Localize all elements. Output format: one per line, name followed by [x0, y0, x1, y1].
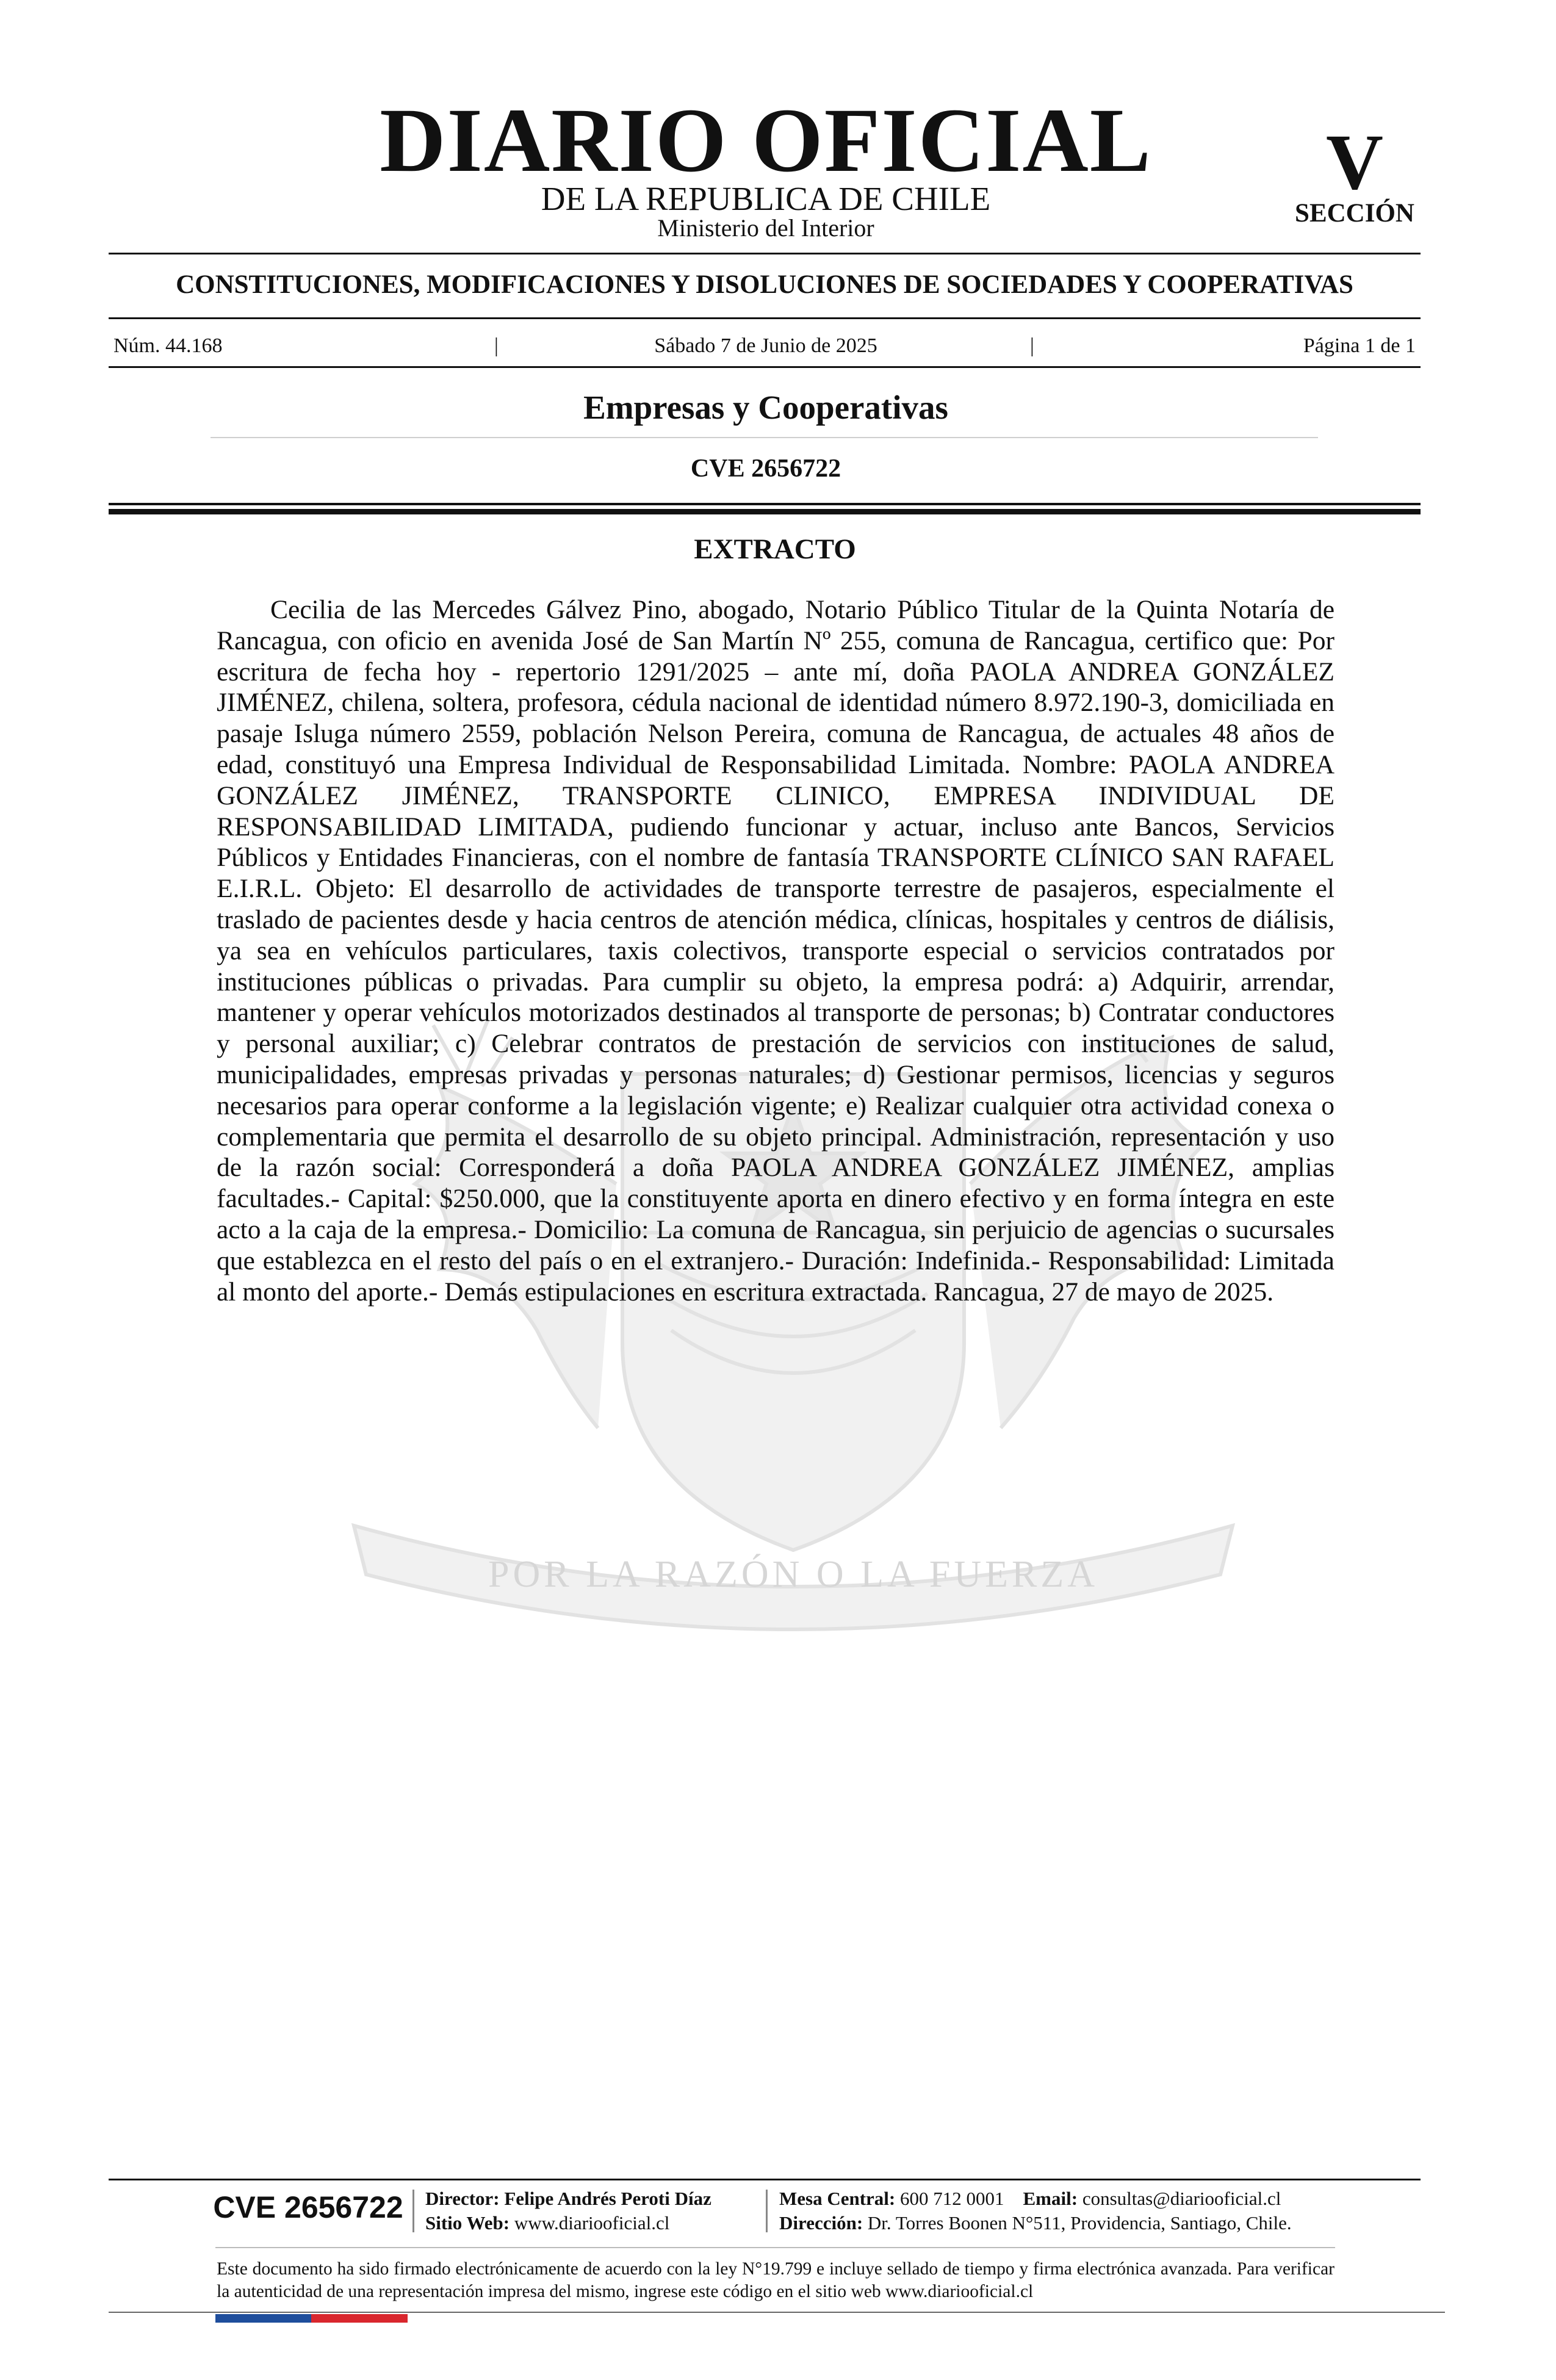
issue-date: Sábado 7 de Junio de 2025: [654, 334, 877, 357]
meta-divider: [109, 366, 1421, 368]
newspaper-subtitle: DE LA REPUBLICA DE CHILE: [541, 180, 991, 217]
meta-separator: |: [1030, 334, 1034, 357]
footer-separator: [766, 2190, 768, 2232]
document-body: Cecilia de las Mercedes Gálvez Pino, abogado, Notario Público Titular de la Quinta Notaría de Rancagua, con oficio en avenida José de San Martín Nº 255, comuna de Rancagua, certifico que: Por escritura de fecha hoy - repertorio 1291/2025 – ante mí, doña PAOLA ANDREA GONZÁLEZ JIMÉNEZ, chilena, soltera, profesora, cédula nacional de identidad número 8.972.190-3, domiciliada en pasaje Isluga número 2559, población Nelson Pereira, comuna de Rancagua, de actuales 48 años de edad, constituyó una Empresa Individual de Responsabilidad Limitada. Nombre: PAOLA ANDREA GONZÁLEZ JIMÉNEZ, TRANSPORTE CLINICO, EMPRESA INDIVIDUAL DE RESPONSABILIDAD LIMITADA, pudiendo funcionar y actuar, incluso ante Bancos, Servicios Públicos y Entidades Financieras, con el nombre de fantasía TRANSPORTE CLÍNICO SAN RAFAEL E.I.R.L. Objeto: El desarrollo de actividades de transporte terrestre de pasajeros, especialmente el traslado de pacientes desde y hacia centros de atención médica, clínicas, hospitales y centros de diálisis, ya sea en vehículos particulares, taxis colectivos, transporte especial o servicios contratados por instituciones públicas o privadas. Para cumplir su objeto, la empresa podrá: a) Adquirir, arrendar, mantener y operar vehículos motorizados destinados al transporte de personas; b) Contratar conductores y personal auxiliar; c) Celebrar contratos de prestación de servicios con instituciones de salud, municipalidades, empresas privadas y personas naturales; d) Gestionar permisos, licencias y seguros necesarios para operar conforme a la legislación vigente; e) Realizar cualquier otra actividad conexa o complementaria que permita el desarrollo de su objeto principal. Administración, representación y uso de la razón social: Corresponderá a doña PAOLA ANDREA GONZÁLEZ JIMÉNEZ, amplias facultades.- Capital: $250.000, que la constituyente aporta en dinero efectivo y en forma íntegra en este acto a la caja de la empresa.- Domicilio: La comuna de Rancagua, sin perjuicio de agencias o sucursales que establezca en el resto del país o en el extranjero.- Duración: Indefinida.- Responsabilidad: Limitada al monto del aporte.- Demás estipulaciones en escritura extractada. Rancagua, 27 de mayo de 2025.: [217, 595, 1334, 1307]
double-rule-top: [109, 503, 1421, 505]
footer-bottom-rule: [109, 2312, 1445, 2313]
section-letter: V: [1326, 118, 1383, 206]
division-underline: [211, 437, 1318, 438]
footer-address: Dirección: Dr. Torres Boonen N°511, Providencia, Santiago, Chile.: [779, 2212, 1292, 2234]
footer-contact: Mesa Central: 600 712 0001 Email: consultas@diariooficial.cl: [779, 2188, 1281, 2209]
issue-number: Núm. 44.168: [113, 334, 223, 357]
division-title: Empresas y Cooperativas: [583, 389, 948, 426]
signature-notice: Este documento ha sido firmado electrónicamente de acuerdo con la ley N°19.799 e incluye sellado de tiempo y firma electrónica avanzada. Para verificar la autenticidad de una representación impresa del mismo, ingrese este código en el sitio web www.diariooficial.cl: [217, 2259, 1334, 2301]
footer-divider: [109, 2179, 1421, 2180]
section-category: CONSTITUCIONES, MODIFICACIONES Y DISOLUCIONES DE SOCIEDADES Y COOPERATIVAS: [176, 270, 1353, 299]
newspaper-title: DIARIO OFICIAL: [380, 90, 1152, 191]
website-link[interactable]: www.diariooficial.cl: [514, 2212, 670, 2234]
watermark-motto: POR LA RAZÓN O LA FUERZA: [488, 1554, 1099, 1595]
email-link[interactable]: consultas@diariooficial.cl: [1082, 2188, 1281, 2209]
footer-director: Director: Felipe Andrés Peroti Díaz: [425, 2188, 711, 2209]
section-label: SECCIÓN: [1295, 199, 1414, 228]
ministry-label: Ministerio del Interior: [657, 214, 874, 242]
flag-color-stripe: [215, 2314, 408, 2323]
header-divider: [109, 253, 1421, 254]
document-heading: EXTRACTO: [694, 533, 856, 565]
footer-cve-code: CVE 2656722: [213, 2190, 403, 2224]
page-indicator: Página 1 de 1: [1303, 334, 1416, 357]
meta-separator: |: [494, 334, 499, 357]
footer-separator: [412, 2190, 414, 2232]
footer-thin-divider: [215, 2247, 1335, 2248]
category-divider: [109, 317, 1421, 319]
footer-website: Sitio Web: www.diariooficial.cl: [425, 2212, 670, 2234]
double-rule-bottom: [109, 509, 1421, 514]
cve-code: CVE 2656722: [690, 455, 841, 483]
